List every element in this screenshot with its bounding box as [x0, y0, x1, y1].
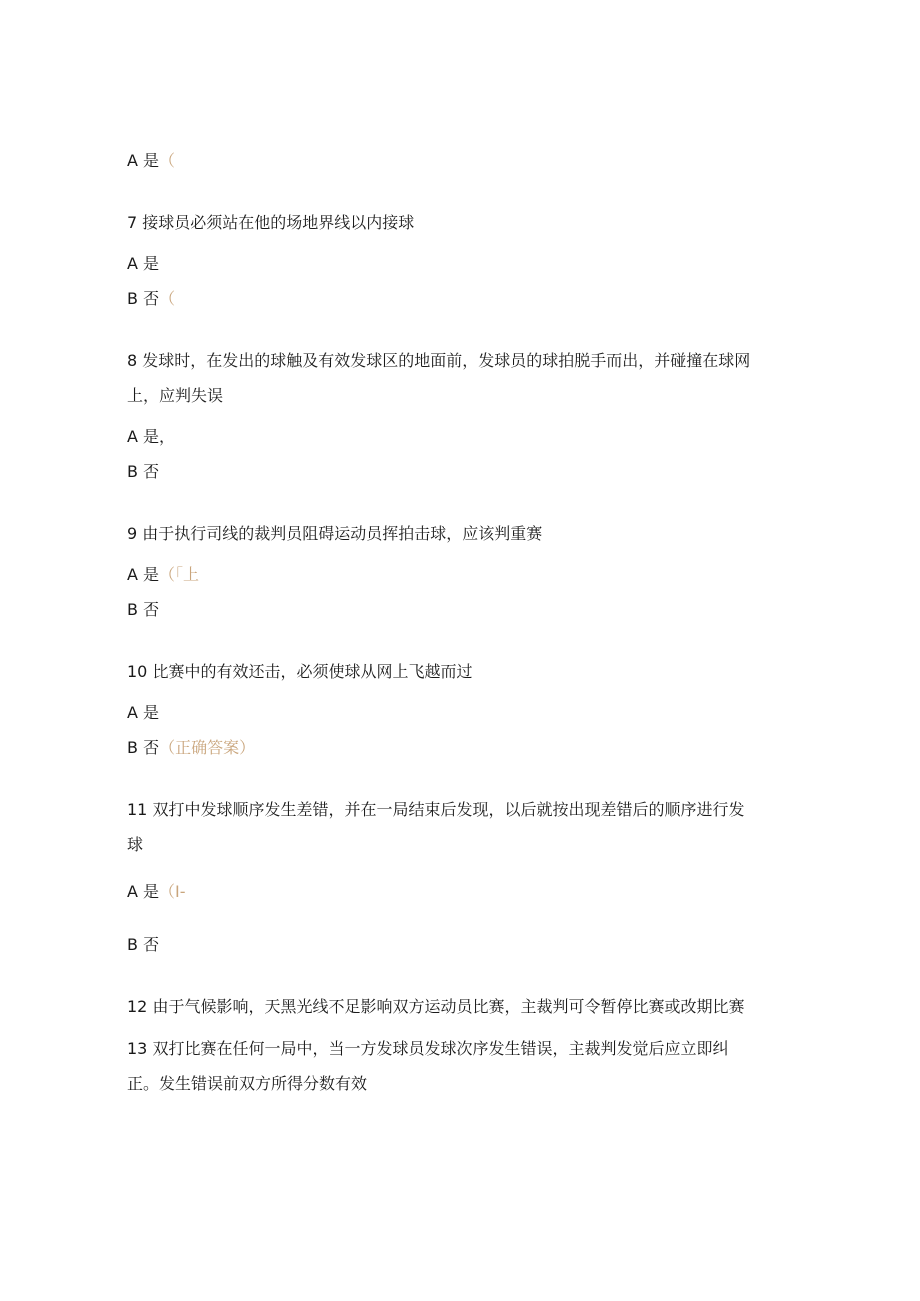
q7-option-a: [127, 253, 807, 275]
answer-mark: （「上: [159, 565, 200, 584]
q9-option-b: [127, 599, 807, 621]
q10-option-b: [127, 737, 807, 759]
q10-option-a: [127, 702, 807, 724]
question-text: 正。发生错误前双方所得分数有效: [127, 1074, 368, 1093]
option-text: B 否: [127, 600, 160, 619]
question-text: 9 由于执行司线的裁判员阻碍运动员挥拍击球，应该判重赛: [127, 524, 543, 543]
question-text: 10 比赛中的有效还击，必须使球从网上飞越而过: [127, 662, 473, 681]
question-11-cont: [127, 834, 807, 856]
answer-mark: （正确答案）: [159, 738, 256, 757]
question-text: 8 发球时，在发出的球触及有效发球区的地面前，发球员的球拍脱手而出，并碰撞在球网: [127, 351, 751, 370]
question-text: 13 双打比赛在任何一局中，当一方发球员发球次序发生错误，主裁判发觉后应立即纠: [127, 1039, 729, 1058]
answer-mark: （: [159, 289, 176, 308]
option-text: B 否: [127, 289, 160, 308]
option-text: A 是，: [127, 427, 176, 446]
option-text: A 是: [127, 254, 160, 273]
question-10: [127, 661, 807, 683]
question-12: [127, 996, 807, 1018]
option-text: A 是: [127, 151, 160, 170]
q9-option-a: [127, 564, 807, 586]
option-text: B 否: [127, 738, 160, 757]
question-text: 上，应判失误: [127, 386, 224, 405]
q11-option-b: [127, 934, 807, 956]
option-text: B 否: [127, 462, 160, 481]
question-9: [127, 523, 807, 545]
question-8-cont: [127, 385, 807, 407]
q6-option-a: [127, 150, 807, 172]
question-text: 11 双打中发球顺序发生差错，并在一局结束后发现，以后就按出现差错后的顺序进行发: [127, 800, 745, 819]
question-7: [127, 212, 807, 234]
option-text: A 是: [127, 882, 160, 901]
q8-option-b: [127, 461, 807, 483]
option-text: B 否: [127, 935, 160, 954]
question-text: 12 由于气候影响，天黑光线不足影响双方运动员比赛，主裁判可令暂停比赛或改期比赛: [127, 997, 745, 1016]
answer-mark: （I-: [159, 882, 186, 901]
option-text: A 是: [127, 565, 160, 584]
q8-option-a: [127, 426, 807, 448]
question-13: [127, 1038, 807, 1060]
question-text: 球: [127, 835, 144, 854]
question-13-cont: [127, 1073, 807, 1095]
q11-option-a: [127, 881, 807, 903]
q7-option-b: [127, 288, 807, 310]
option-text: A 是: [127, 703, 160, 722]
answer-mark: （: [159, 151, 176, 170]
question-text: 7 接球员必须站在他的场地界线以内接球: [127, 213, 415, 232]
question-11: [127, 799, 807, 821]
question-8: [127, 350, 807, 372]
